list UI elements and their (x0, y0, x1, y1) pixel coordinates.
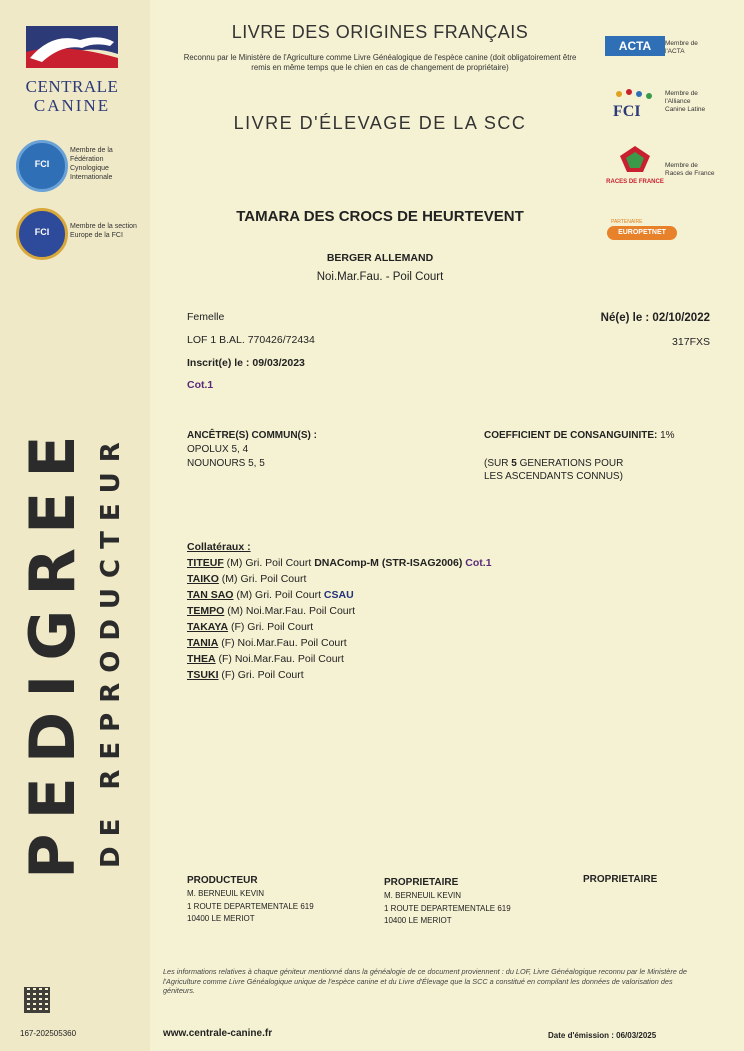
fci-section-caption: Membre de la section Europe de la FCI (70, 223, 137, 239)
collateral-desc: (M) Gri. Poil Court (233, 589, 324, 601)
owner-label: PROPRIETAIRE (384, 877, 459, 888)
org-line1: CENTRALE (25, 77, 119, 96)
producer-block (187, 874, 314, 926)
producer-name: M. BERNEUIL KEVIN (187, 889, 265, 898)
qr-code (24, 987, 50, 1013)
collateral-extra: CSAU (323, 589, 354, 601)
collateral-name: TSUKI (187, 669, 219, 681)
ancestors-label: ANCÊTRE(S) COMMUN(S) : (187, 430, 317, 441)
europetnet-logo (607, 226, 677, 240)
collateral-name: TAKAYA (187, 621, 229, 633)
coef-note-line2: LES ASCENDANTS CONNUS) (484, 471, 623, 482)
centrale-canine-logo (22, 22, 122, 115)
fci-europe-badge (16, 208, 68, 260)
list-item (187, 651, 492, 667)
list-item (187, 571, 492, 587)
website: www.centrale-canine.fr (163, 1028, 273, 1039)
collateral-name: TANIA (187, 637, 219, 649)
dog-color: Noi.Mar.Fau. - Poil Court (316, 271, 444, 283)
collateral-name: TEMPO (187, 605, 225, 617)
fci-badge (16, 140, 68, 192)
races-de-france-icon (618, 144, 652, 174)
dog-cot: Cot.1 (187, 379, 214, 391)
acta-caption: Membre de l'ACTA (665, 40, 698, 55)
dog-flag-icon (22, 22, 122, 72)
owner2-label: PROPRIETAIRE (583, 874, 658, 885)
collateral-desc: (F) Gri. Poil Court (218, 669, 304, 681)
alliance-canine-latine-icon (605, 86, 665, 122)
list-item (187, 667, 492, 683)
list-item (187, 603, 492, 619)
races-de-france-logo (605, 144, 665, 190)
dog-lof: LOF 1 B.AL. 770426/72434 (187, 334, 315, 346)
collateral-name: TAIKO (187, 573, 219, 585)
document-subtitle: LIVRE D'ÉLEVAGE DE LA SCC (233, 113, 527, 133)
list-item (187, 619, 492, 635)
coef-row (484, 429, 675, 442)
collateral-desc: (F) Gri. Poil Court (228, 621, 314, 633)
owner-name: M. BERNEUIL KEVIN (384, 891, 462, 900)
acta-logo (605, 36, 665, 56)
dog-id: 317FXS (672, 336, 710, 348)
collateral-desc: (M) Gri. Poil Court (218, 573, 307, 585)
europetnet-small: PARTENAIRE (611, 219, 643, 225)
coef-value: 1% (660, 430, 675, 441)
svg-text:FCI: FCI (613, 103, 641, 120)
ancestor-1: OPOLUX 5, 4 (187, 444, 249, 455)
footer-disclaimer: Les informations relatives à chaque géniteur mentionné dans la généalogie de ce document proviennent : du LOF, Livre Généalogique reconnu par le Ministère de l'Agriculture comme Livre Généalogique unique de l'espèce canine et du Livre d'Élevage que la SCC a constitué en compilant les données de valorisation des géniteurs. (163, 967, 687, 995)
document-number: 167-202505360 (20, 1029, 77, 1038)
ancestor-2: NOUNOURS 5, 5 (187, 458, 265, 469)
recognition-text: Reconnu par le Ministère de l'Agriculture comme Livre Généalogique de l'espèce canine (doit obligatoirement être remis en même temps que le chien en cas de changement de propriétaire) (183, 53, 577, 72)
list-item (187, 635, 492, 651)
coef-label: COEFFICIENT DE CONSANGUINITE: (484, 430, 658, 441)
list-item (187, 555, 492, 571)
collateral-desc: (M) Noi.Mar.Fau. Poil Court (224, 605, 356, 617)
acl-caption: Membre de l'Alliance Canine Latine (665, 90, 706, 113)
acl-logo (605, 86, 665, 122)
coef-note-num: 5 (511, 458, 517, 469)
list-item (187, 587, 492, 603)
collateral-name: TAN SAO (187, 589, 234, 601)
races-de-france-label: RACES DE FRANCE (606, 179, 664, 185)
pedigree-vertical-title: PEDIGREE (16, 421, 89, 879)
dog-breed: BERGER ALLEMAND (326, 252, 434, 264)
dog-birth: Né(e) le : 02/10/2022 (600, 312, 710, 324)
collateral-desc: (F) Noi.Mar.Fau. Poil Court (215, 653, 344, 665)
document-title: LIVRE DES ORIGINES FRANÇAIS (231, 22, 529, 42)
emission-date: Date d'émission : 06/03/2025 (548, 1031, 657, 1040)
owner-block (384, 876, 511, 928)
org-line2: CANINE (33, 96, 111, 115)
collateral-name: TITEUF (187, 557, 224, 569)
reproducteur-vertical-title: DE REPRODUCTEUR (96, 432, 126, 868)
producer-city: 10400 LE MERIOT (187, 914, 255, 923)
collateral-extra: Cot.1 (465, 557, 492, 569)
coef-note-post: GENERATIONS POUR (516, 458, 624, 469)
collateral-name: THEA (187, 653, 216, 665)
fci-europe-label: FCI (34, 227, 50, 237)
coef-note-pre: (SUR (484, 458, 512, 469)
coef-note (484, 457, 623, 483)
dog-name: TAMARA DES CROCS DE HEURTEVENT (236, 208, 524, 225)
owner-address: 1 ROUTE DEPARTEMENTALE 619 (384, 903, 511, 913)
dog-sex: Femelle (187, 311, 225, 323)
producer-label: PRODUCTEUR (187, 875, 258, 886)
producer-address: 1 ROUTE DEPARTEMENTALE 619 (187, 901, 314, 911)
fci-label: FCI (34, 159, 50, 169)
races-caption: Membre de Races de France (665, 162, 715, 177)
collateral-dna: DNAComp-M (STR-ISAG2006) (314, 557, 466, 569)
collaterals-label: Collatéraux : (187, 541, 251, 553)
owner-city: 10400 LE MERIOT (384, 916, 452, 925)
fci-member-caption: Membre de la Fédération Cynologique Internationale (70, 147, 113, 181)
collateral-desc: (M) Gri. Poil Court (223, 557, 315, 569)
collateral-desc: (F) Noi.Mar.Fau. Poil Court (218, 637, 347, 649)
dog-inscrit: Inscrit(e) le : 09/03/2023 (187, 357, 305, 369)
acta-label: ACTA (618, 39, 652, 53)
europetnet-label: EUROPETNET (618, 229, 666, 236)
collaterals-list (187, 555, 492, 683)
